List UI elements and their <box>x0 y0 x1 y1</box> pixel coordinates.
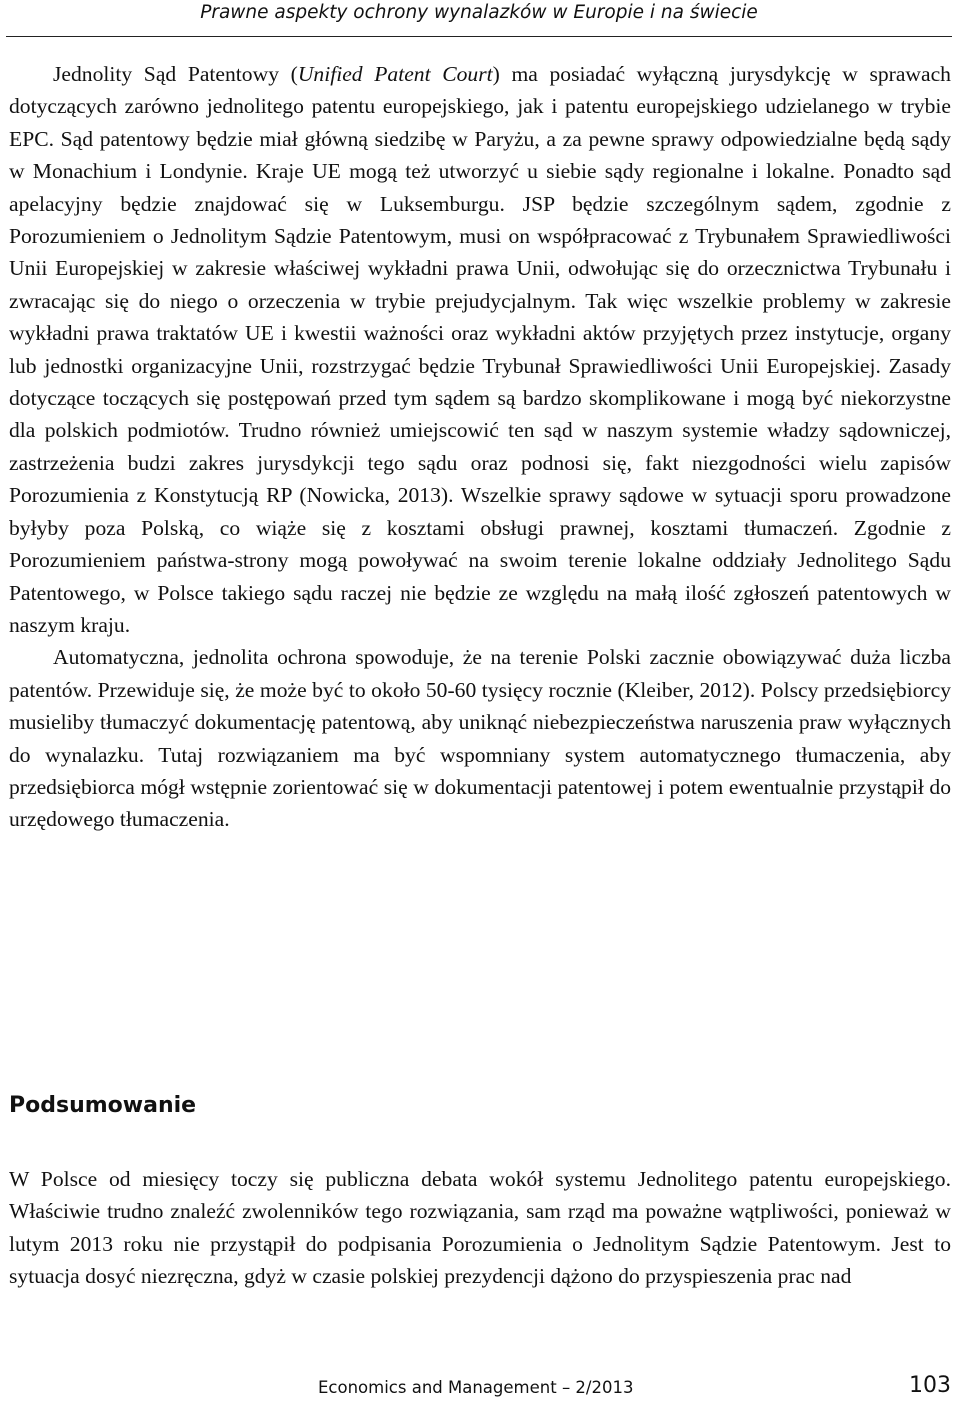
paragraph: W Polsce od miesięcy toczy się publiczna debata wokół systemu Jednolitego patentu europejskiego. Właściwie trudno znaleźć zwolenników tego rozwiązania, sam rząd ma poważne wątpliwości, ponieważ w lutym 2013 roku nie przystąpił do podpisania Porozumienia o Jednolitym Sądzie Patentowym. Jest to sytuacja dosyć niezręczna, gdyż w czasie polskiej prezydencji dążono do przyspieszenia prac nad <box>9 1167 951 1289</box>
paragraph: Automatyczna, jednolita ochrona spowoduje, że na terenie Polski zacznie obowiązywać duża liczba patentów. Przewiduje się, że może być to około 50-60 tysięcy rocznie (Kleiber, 2012). Polscy przedsiębiorcy musieliby tłumaczyć dokumentację patentową, aby uniknąć niebezpieczeństwa naruszenia praw wyłącznych do wynalazku. Tutaj rozwiązaniem ma być wspomniany system automatycznego tłumaczenia, aby przedsiębiorca mógł wstępnie zorientować się w dokumentacji patentowej i potem ewentualnie przystąpił do urzędowego tłumaczenia. <box>9 645 951 832</box>
section-body <box>9 58 951 836</box>
running-title: Prawne aspekty ochrony wynalazków w Europie i na świecie <box>200 2 758 23</box>
running-header <box>6 0 952 37</box>
page-number: 103 <box>909 1373 951 1398</box>
italic-term: Unified Patent Court <box>297 62 493 86</box>
journal-citation: Economics and Management – 2/2013 <box>318 1378 634 1397</box>
summary-body <box>9 1163 951 1293</box>
paragraph: Jednolity Sąd Patentowy (Unified Patent Court) ma posiadać wyłączną jurysdykcję w sprawach dotyczących zarówno jednolitego patentu europejskiego, jak i patentu europejskiego udzielanego w trybie EPC. Sąd patentowy będzie miał główną siedzibę w Paryżu, a za pewne sprawy odpowiedzialne będą sądy w Monachium i Londynie. Kraje UE mogą też utworzyć u siebie sądy regionalne i lokalne. Ponadto sąd apelacyjny będzie znajdować się w Luksemburgu. JSP będzie szczególnym sądem, zgodnie z Porozumieniem o Jednolitym Sądzie Patentowym, musi on współpracować z Trybunałem Sprawiedliwości Unii Europejskiej w zakresie właściwej wykładni prawa Unii, odwołując się do orzecznictwa Trybunału i zwracając się do niego o orzeczenia w trybie prejudycjalnym. Tak więc wszelkie problemy w zakresie wykładni prawa traktatów UE i kwestii ważności oraz wykładni aktów przyjętych przez instytucje, organy lub jednostki organizacyjne Unii, rozstrzygać będzie Trybunał Sprawiedliwości Unii Europejskiej. Zasady dotyczące toczących się postępowań przed tym sądem są bardzo skomplikowane i mogą być niekorzystne dla polskich podmiotów. Trudno również umiejscowić ten sąd w naszym systemie władzy sądowniczej, zastrzeżenia budzi zakres jurysdykcji tego sądu oraz podnosi się, fakt niezgodności wielu zapisów Porozumienia z Konstytucją RP (Nowicka, 2013). Wszelkie sprawy sądowe w sytuacji sporu prowadzone byłyby poza Polską, co wiąże się z kosztami obsługi prawnej, kosztami tłumaczeń. Zgodnie z Porozumieniem państwa-strony mogą powoływać na swoim terenie lokalne oddziały Jednolitego Sądu Patentowego, w Polsce takiego sądu raczej nie będzie ze względu na małą ilość zgłoszeń patentowych w naszym kraju. <box>9 62 951 637</box>
section-heading: Podsumowanie <box>9 1093 197 1118</box>
page-footer <box>0 1371 960 1401</box>
